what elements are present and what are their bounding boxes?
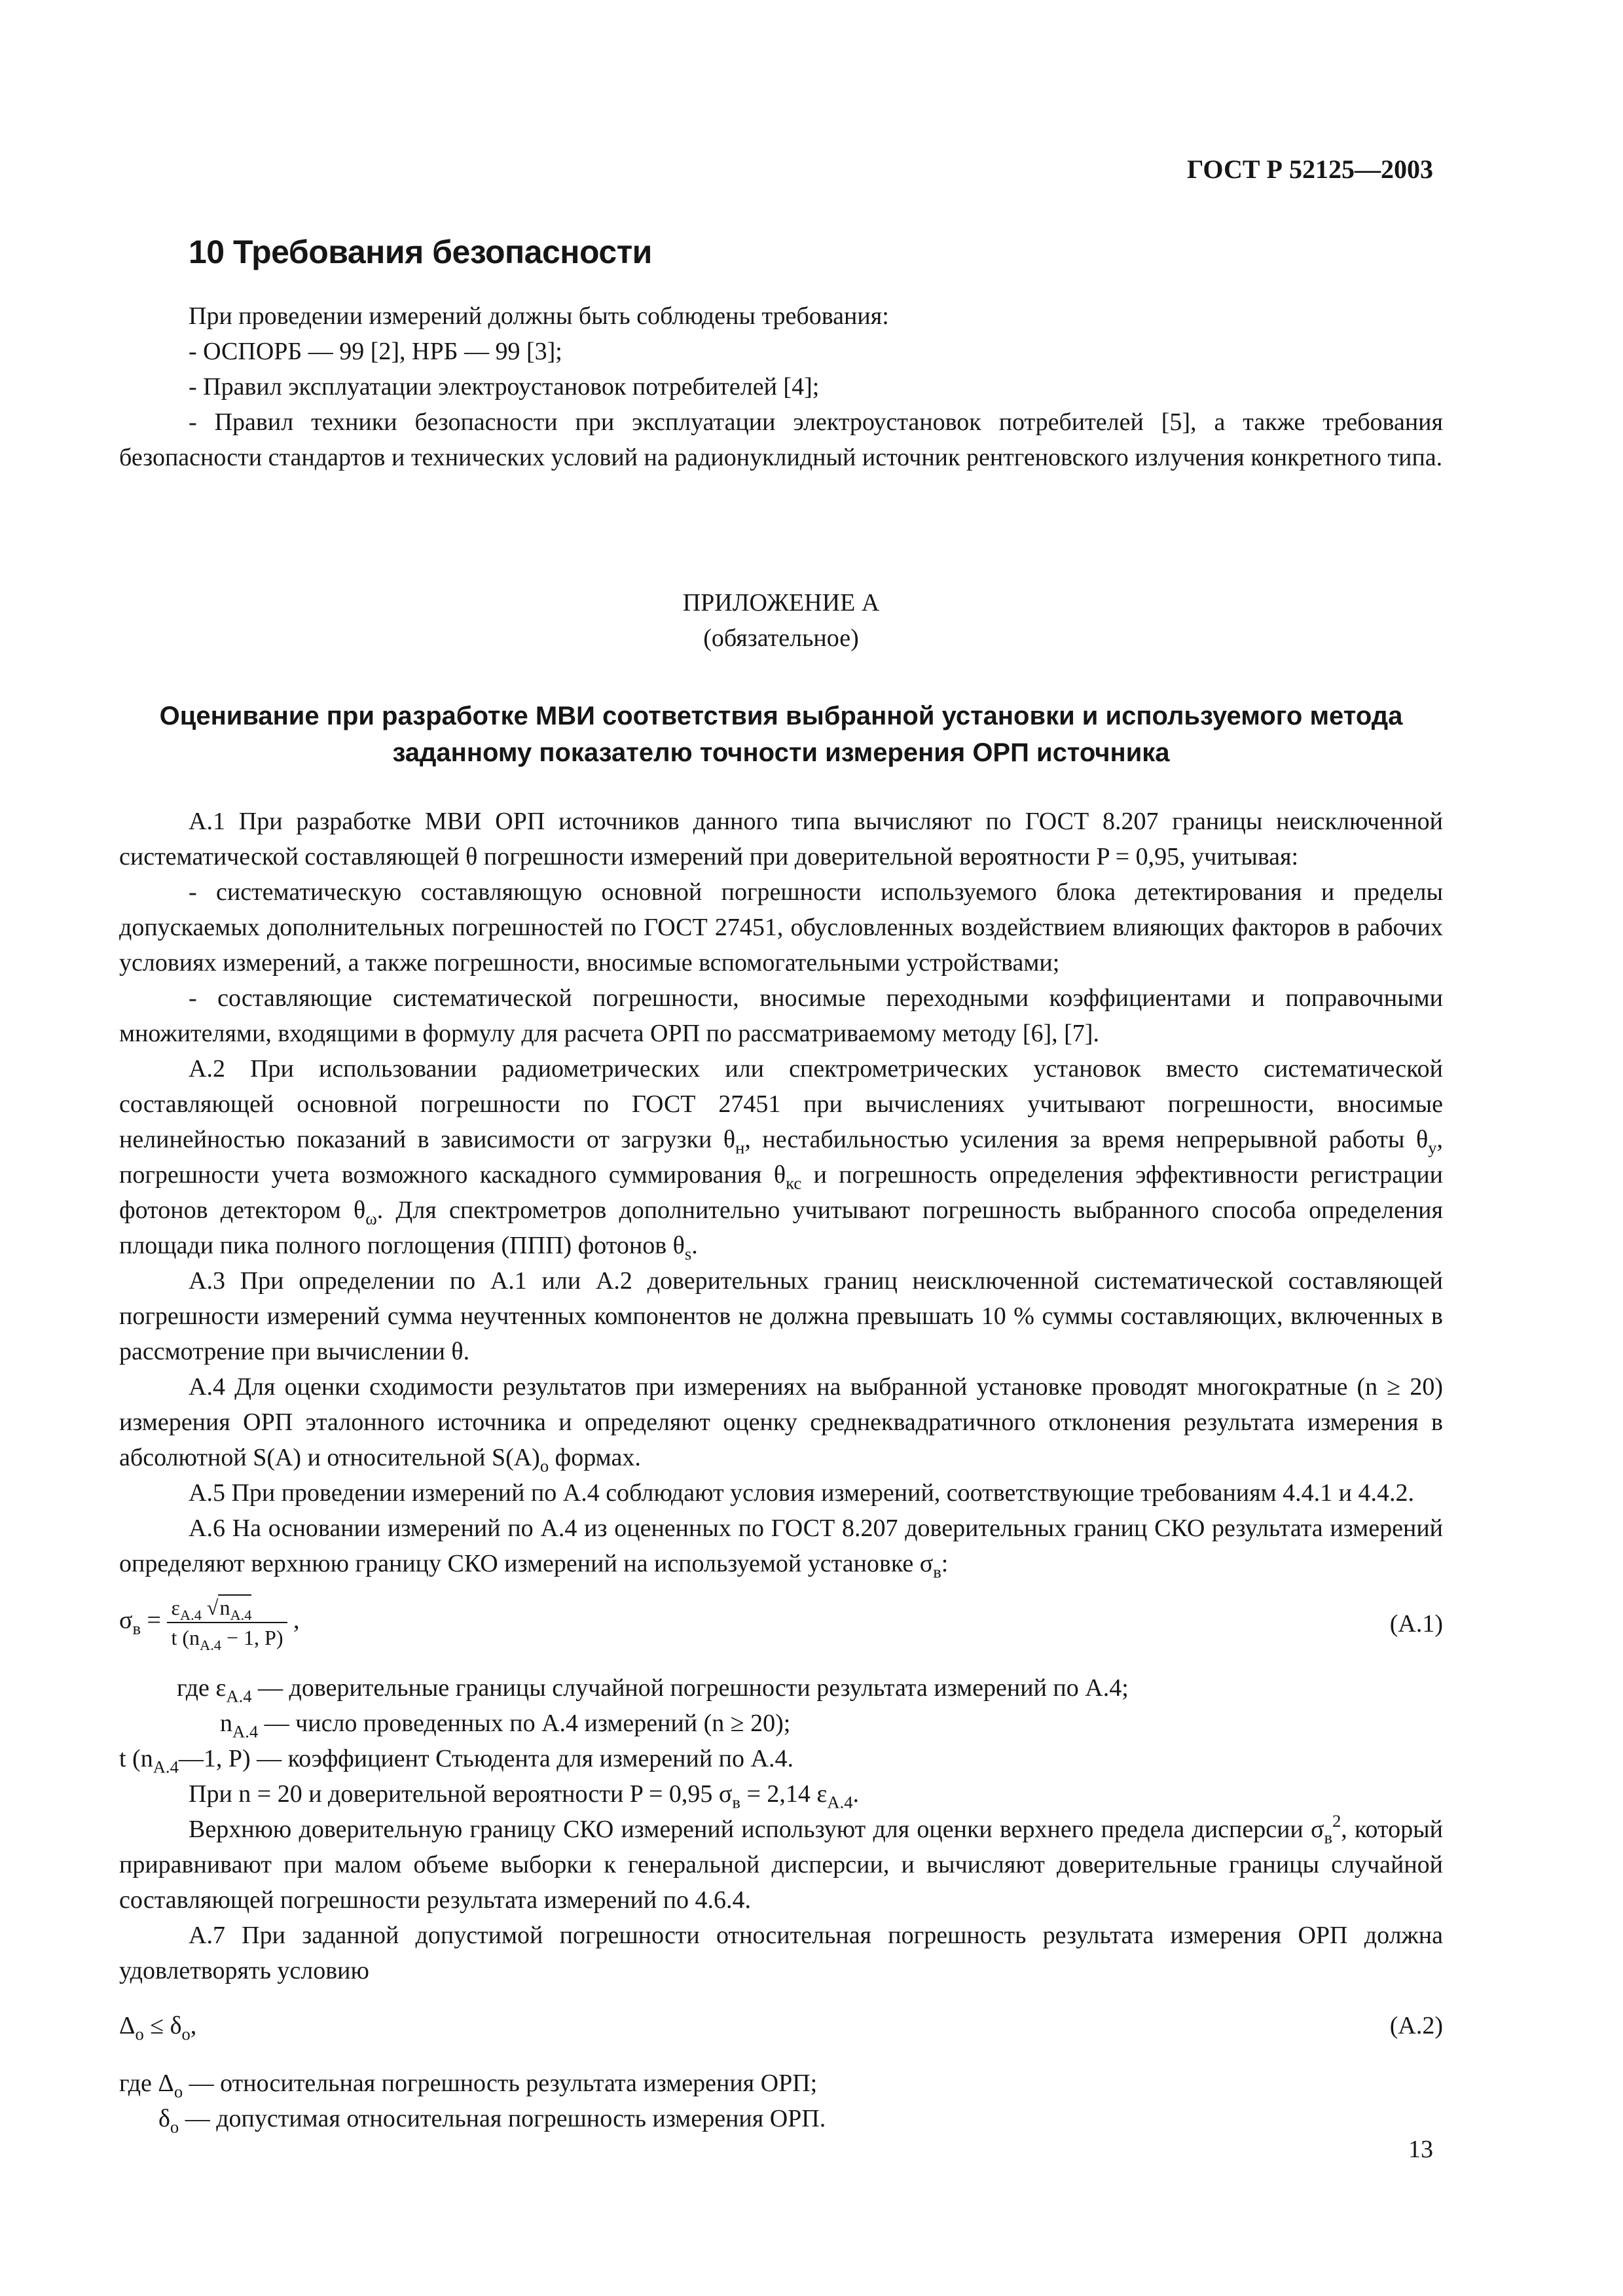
section-10-item: - Правил техники безопасности при эксплуатации электроустановок потребителей [5], а также требования безопасности стандартов и технических условий на радионуклидный источник рентгеновского излучения конкретного типа. <box>119 408 1443 471</box>
section-10-title: 10 Требования безопасности <box>189 234 652 270</box>
legend-line: $n_{А.4}$ — число проведенных по А.4 измерений (n ≥ 20); <box>220 1710 791 1742</box>
legend-line: t ($n_{А.4}—1$, P) — коэффициент Стьюдента для измерений по А.4. <box>119 1745 793 1777</box>
section-10-intro: При проведении измерений должны быть соблюдены требования: <box>189 302 889 330</box>
para-a4: А.4 Для оценки сходимости результатов при измерениях на выбранной установке проводят многократные (n ≥ 20) измерения ОРП эталонного источника и определяют оценку среднеквадратичного отклонения результата измерения в абсолютной S(A) и относительной $S(A)_о$ формах. <box>119 1373 1443 1476</box>
equation-fraction: $\frac{\varepsilon_{А.4} √n_{А.4}}{t (n_{А.4} - 1, P)}$ <box>167 1594 287 1651</box>
annex-heading <box>119 585 1443 656</box>
legend-line: $\delta_о$ — допустимая относительная погрешность измерения ОРП. <box>158 2105 826 2137</box>
annex-title <box>119 698 1443 771</box>
annex-title-line: Оценивание при разработке МВИ соответствия выбранной установки и используемого метода <box>159 702 1403 730</box>
equation-a1: $\sigma_в$ = $\frac{\varepsilon_{А.4} √n_{А.4}}{t (n_{А.4} - 1, P)}$ , (А.1) <box>119 1596 1443 1653</box>
para-a1-item: - составляющие систематической погрешности, вносимые переходными коэффициентами и поправочными множителями, входящими в формулу для расчета ОРП по рассматриваемому методу [6], [7]. <box>119 984 1443 1047</box>
para-a5: А.5 При проведении измерений по А.4 соблюдают условия измерений, соответствующие требованиям 4.4.1 и 4.4.2. <box>189 1479 1414 1507</box>
para-a1: А.1 При разработке МВИ ОРП источников данного типа вычисляют по ГОСТ 8.207 границы неисключенной систематической составляющей θ погрешности измерений при доверительной вероятности P = 0,95, учитывая: <box>119 808 1443 870</box>
para-a6: А.6 На основании измерений по А.4 из оцененных по ГОСТ 8.207 доверительных границ СКО результата измерений определяют верхнюю границу СКО измерений на используемой установке $\sigma_в$: <box>119 1515 1443 1582</box>
para-a7: А.7 При заданной допустимой погрешности относительная погрешность результата измерения ОРП должна удовлетворять условию <box>119 1922 1443 1984</box>
section-10-body <box>119 298 1443 475</box>
legend-line: где $\Delta_о$ — относительная погрешность результата измерения ОРП; <box>119 2070 818 2102</box>
legend-line: При n = 20 и доверительной вероятности P = 0,95 $\sigma_в = 2,14$ $\varepsilon_{А.4}$. <box>189 1780 860 1812</box>
equation-a2-legend <box>119 2066 1443 2136</box>
para-a1-item: - систематическую составляющую основной погрешности используемого блока детектирования и пределы допускаемых дополнительных погрешностей по ГОСТ 27451, обусловленных воздействием влияющих факторов в рабочих условиях измерений, а также погрешности, вносимые вспомогательными устройствами; <box>119 878 1443 977</box>
para-a3: А.3 При определении по А.1 или А.2 доверительных границ неисключенной систематической составляющей погрешности измерений сумма неучтенных компонентов не должна превышать 10 % суммы составляющих, включенных в рассмотрение при вычислении θ. <box>119 1267 1443 1365</box>
equation-a1-legend <box>119 1670 1443 1812</box>
equation-number: (А.1) <box>1389 1610 1443 1638</box>
page-number: 13 <box>1408 2136 1433 2163</box>
section-10-item: - Правил эксплуатации электроустановок потребителей [4]; <box>189 373 820 401</box>
annex-label: ПРИЛОЖЕНИЕ А <box>682 589 880 617</box>
annex-title-line: заданному показателю точности измерения ОРП источника <box>392 738 1170 767</box>
equation-number: (А.2) <box>1389 2012 1443 2039</box>
annex-body <box>119 804 1443 2136</box>
equation-a2: $\Delta_о \le \delta_о$, (А.2) <box>119 1999 1443 2058</box>
para-a2: А.2 При использовании радиометрических или спектрометрических установок вместо систематической составляющей основной погрешности по ГОСТ 27451 при вычислениях учитывают погрешности, вносимые нелинейностью показаний в зависимости от загрузки $\theta_н$, нестабильностью усиления за время непрерывной работы $\theta_у$, погрешности учета возможного каскадного суммирования $\theta_{кс}$ и погрешность определения эффективности регистрации фотонов детектором $\theta_\omega$. Для спектрометров дополнительно учитывают погрешность выбранного способа определения площади пика полного поглощения (ППП) фотонов $\theta_s$. <box>119 1055 1443 1264</box>
legend-line: где $\varepsilon_{А.4}$ — доверительные границы случайной погрешности результата измерений по А.4; <box>177 1674 1129 1706</box>
para-upper-bound: Верхнюю доверительную границу СКО измерений используют для оценки верхнего предела дисперсии $\sigma_в^2$, который приравнивают при малом объеме выборки к генеральной дисперсии, и вычисляют доверительные границы случайной составляющей погрешности результата измерений по 4.6.4. <box>119 1811 1443 1914</box>
section-10-item: - ОСПОРБ — 99 [2], НРБ — 99 [3]; <box>189 338 562 365</box>
standard-header: ГОСТ Р 52125—2003 <box>1186 154 1433 184</box>
annex-status: (обязательное) <box>703 624 859 652</box>
